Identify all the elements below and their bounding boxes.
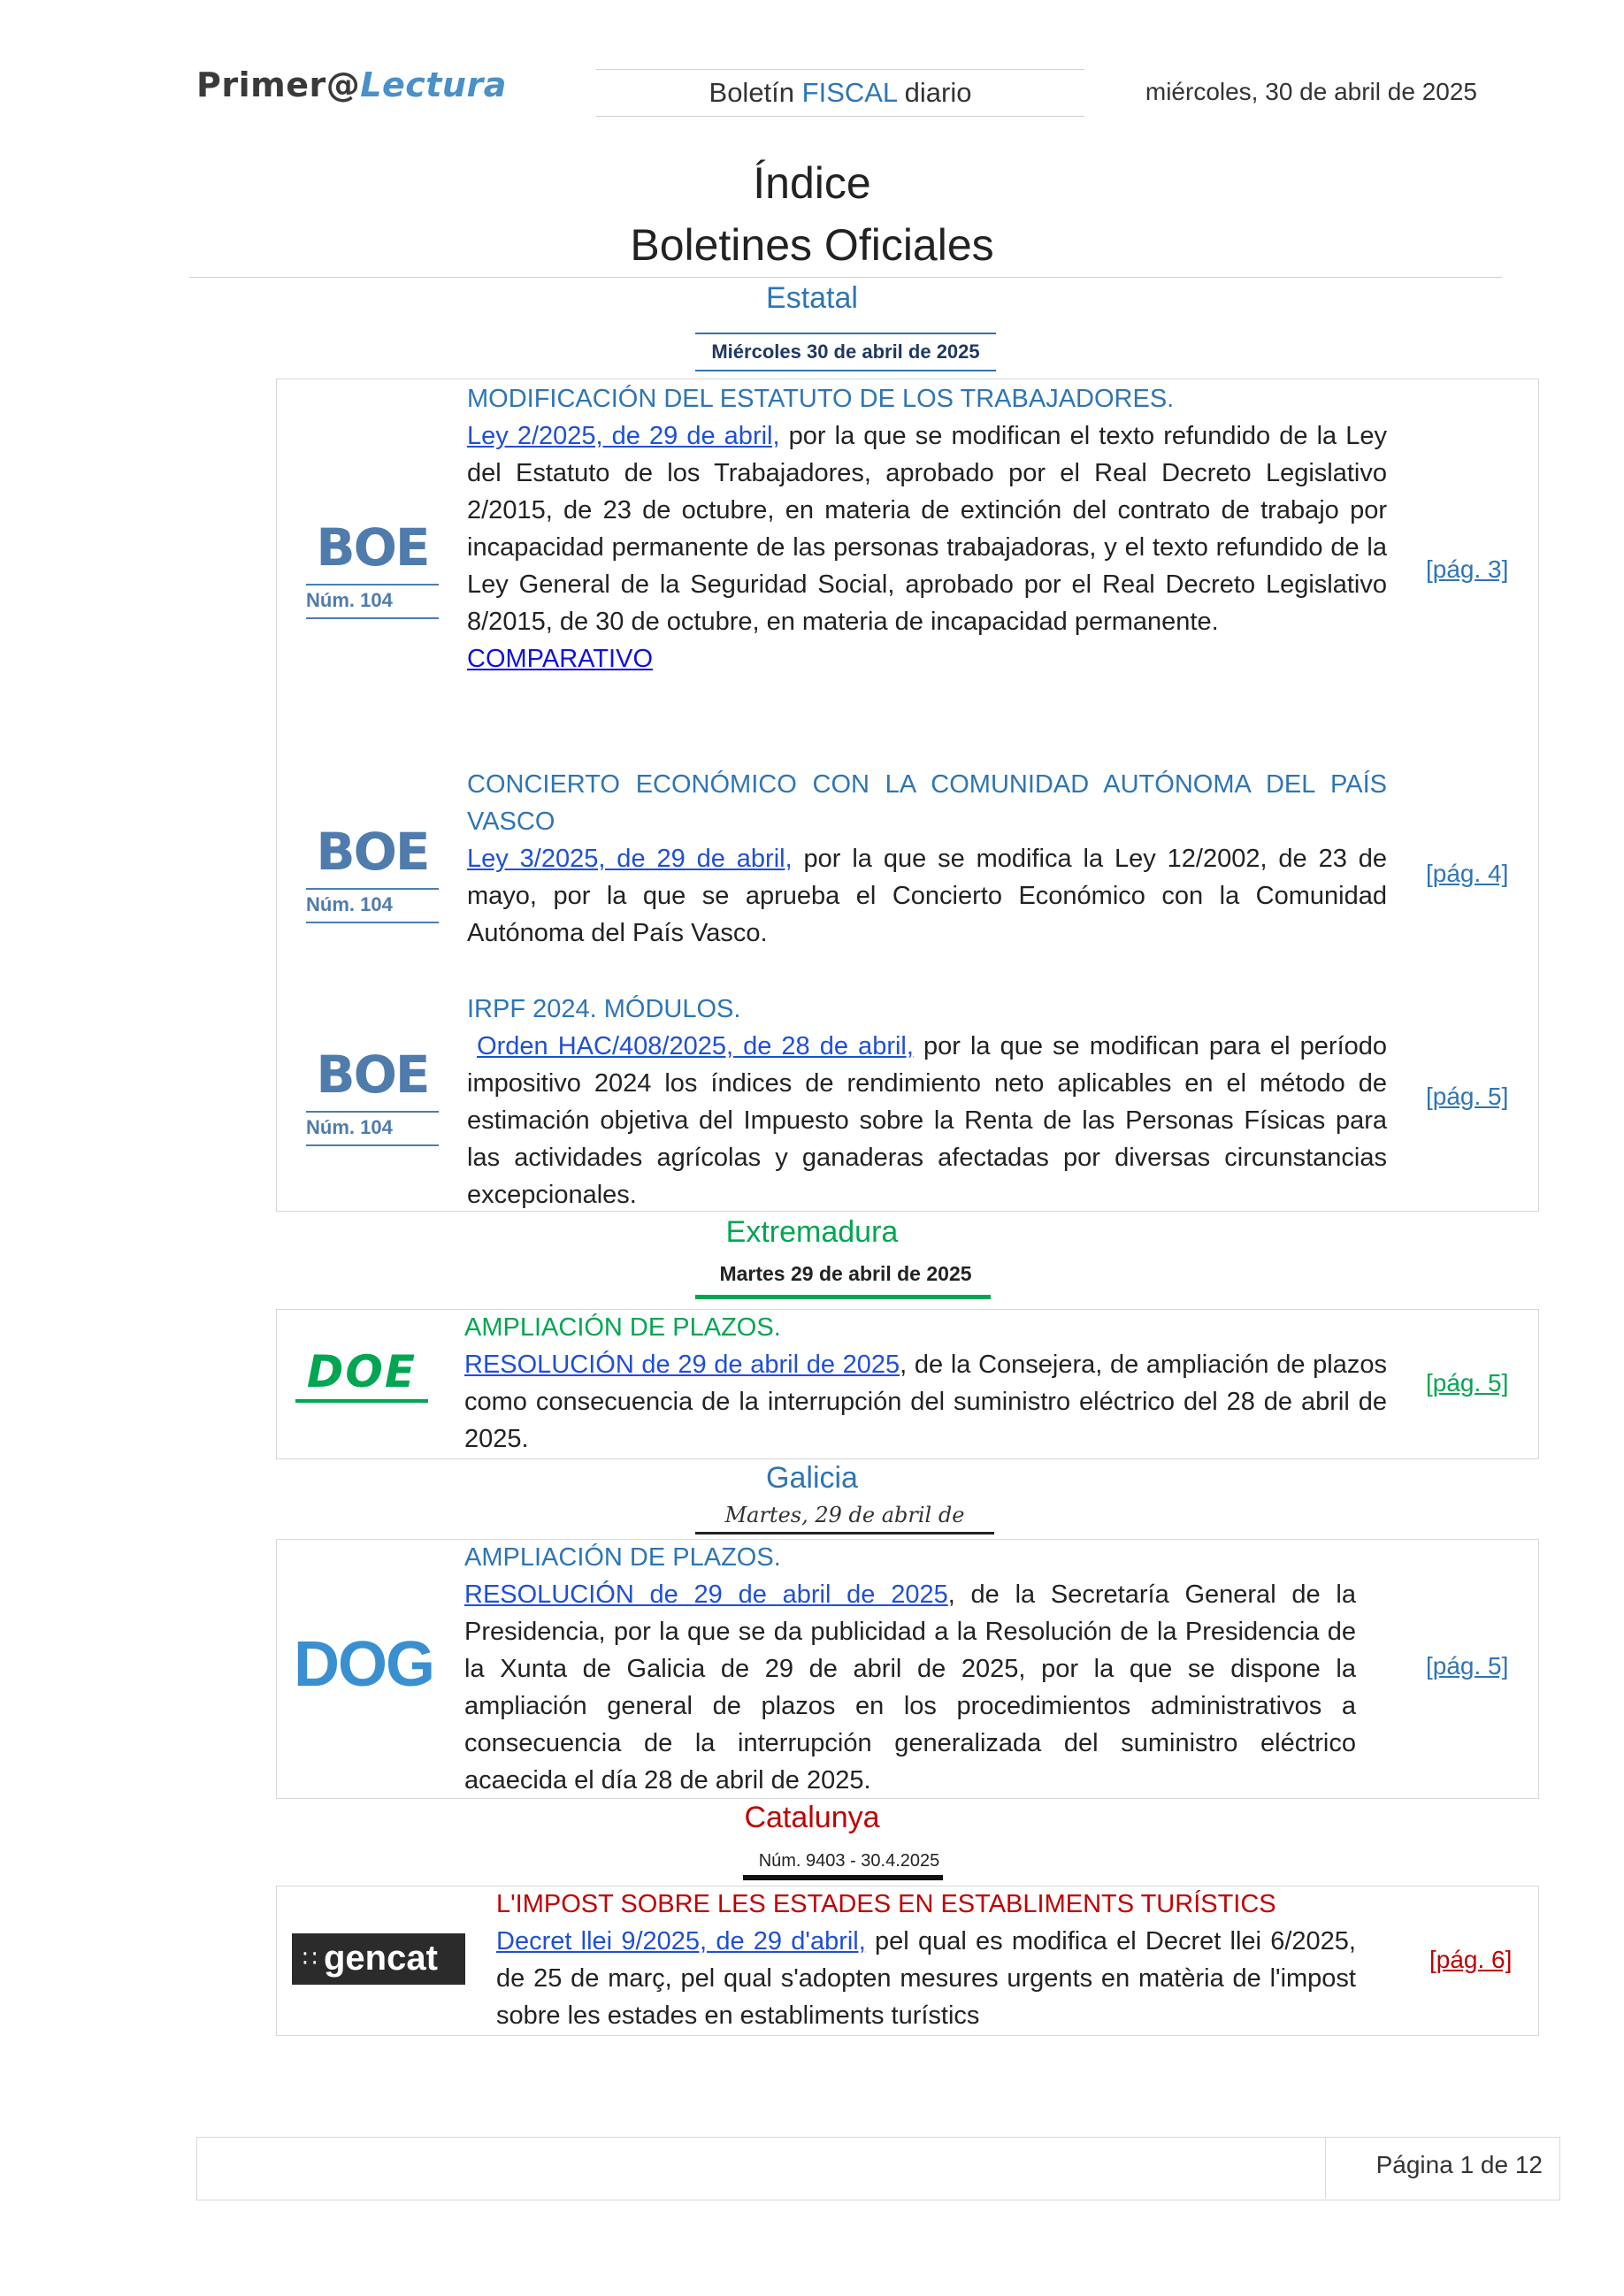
entry-extra: [467, 640, 1387, 677]
logo-part-lectura: Lectura: [360, 65, 507, 104]
region-estatal-heading: Estatal: [766, 281, 858, 315]
boe-number: Núm. 104: [306, 1116, 393, 1138]
law-link[interactable]: Ley 3/2025, de 29 de abril,: [467, 845, 793, 873]
comparativo-link[interactable]: COMPARATIVO: [467, 645, 653, 673]
page-link[interactable]: [pág. 6]: [1429, 1946, 1513, 1973]
galicia-date-label: Martes, 29 de abril de: [695, 1498, 994, 1534]
page-link[interactable]: [pág. 4]: [1426, 860, 1509, 887]
divider: [189, 277, 1502, 278]
entry-title: MODIFICACIÓN DEL ESTATUTO DE LOS TRABAJADORES.: [467, 385, 1175, 413]
boe-number: Núm. 104: [306, 589, 393, 611]
decree-link[interactable]: Decret llei 9/2025, de 29 d'abril,: [496, 1927, 866, 1955]
bulletin-title-fiscal: FISCAL: [801, 77, 898, 108]
page-link[interactable]: [pág. 5]: [1426, 1652, 1509, 1680]
gencat-logo-text: gencat: [324, 1939, 438, 1978]
brand-logo: [196, 65, 507, 104]
boe-logo-text: BOE: [316, 822, 429, 882]
gencat-dots-icon: ∷: [303, 1945, 314, 1971]
catalunya-entry: [496, 1886, 1356, 2034]
entry-description: , de la Secretaría General de la Presidencia, por la que se da publicidad a la Resolución de la Presidencia de la Xunta de Galicia de 29 de abril de 2025, por la que se dispone la ampliación general de plazos en los procedimientos administrativos a consecuencia de la interrupción generalizada del suministro eléctrico acaecida el día 28 de abril de 2025.: [464, 1580, 1356, 1795]
logo-part-primer: Primer@: [196, 65, 361, 104]
divider: [743, 1875, 943, 1880]
catalunya-date-label: Núm. 9403 - 30.4.2025: [758, 1851, 940, 1871]
entry-title: AMPLIACIÓN DE PLAZOS.: [464, 1313, 781, 1342]
law-link[interactable]: Ley 2/2025, de 29 de abril,: [467, 422, 780, 450]
entry-text: [464, 1346, 1387, 1458]
entry-text: [464, 1576, 1356, 1799]
bulletin-title: [596, 69, 1084, 117]
entry-description: por la que se modifican el texto refundido de la Ley del Estatuto de los Trabajadores, aprobado por el Real Decreto Legislativo 2/2015, de 23 de octubre, en materia de extinción del contrato de trabajo por incapacidad permanente de las personas trabajadoras, y el texto refundido de la Ley General de la Seguridad Social, aprobado por el Real Decreto Legislativo 8/2015, de 30 de octubre, en materia de incapacidad permanente.: [467, 422, 1387, 636]
page-link[interactable]: [pág. 5]: [1426, 1369, 1509, 1397]
entry-description: pel qual es modifica el Decret llei 6/2025, de 25 de març, pel qual s'adopten mesures urgents en matèria de l'impost sobre les estades en establiments turístics: [496, 1927, 1356, 2030]
doe-logo-text: DOE: [306, 1346, 417, 1397]
entry-text: [467, 417, 1387, 640]
boe-logo-text: BOE: [316, 1045, 429, 1105]
region-catalunya-heading: Catalunya: [744, 1801, 880, 1834]
divider: [295, 1399, 428, 1403]
entry-description: , de la Consejera, de ampliación de plazos como consecuencia de la interrupción del suministro eléctrico del 28 de abril de 2025.: [464, 1351, 1387, 1453]
estatal-entry-3: [467, 991, 1387, 1213]
boe-logo-text: BOE: [316, 517, 429, 578]
divider: [306, 617, 439, 619]
entry-text: [467, 840, 1387, 952]
page-link[interactable]: [pág. 3]: [1426, 555, 1509, 583]
resolution-link[interactable]: RESOLUCIÓN de 29 de abril de 2025: [464, 1580, 948, 1609]
gencat-logo: [292, 1933, 465, 1985]
divider: [695, 1295, 991, 1299]
divider: [306, 1144, 439, 1146]
region-extremadura-heading: Extremadura: [725, 1215, 899, 1249]
boe-logo: [306, 517, 439, 619]
entry-description: por la que se modifica la Ley 12/2002, de 23 de mayo, por la que se aprueba el Concierto Económico con la Comunidad Autónoma del País Vasco.: [467, 845, 1387, 947]
entry-description: por la que se modifican para el período impositivo 2024 los índices de rendimiento neto aplicables en el método de estimación objetiva del Impuesto sobre la Renta de las Personas Físicas para las actividades agrícolas y ganaderas afectadas por diversas circunstancias excepcionales.: [467, 1032, 1388, 1209]
entry-title: L'IMPOST SOBRE LES ESTADES EN ESTABLIMENTS TURÍSTICS: [496, 1890, 1276, 1918]
extremadura-date-label: Martes 29 de abril de 2025: [719, 1262, 972, 1285]
page-number: Página 1 de 12: [1375, 2151, 1543, 2178]
index-subtitle: Boletines Oficiales: [630, 220, 994, 270]
resolution-link[interactable]: RESOLUCIÓN de 29 de abril de 2025: [464, 1351, 900, 1379]
doe-logo: [295, 1346, 428, 1403]
estatal-entry-1: [467, 380, 1387, 677]
bulletin-title-pre: Boletín: [709, 77, 802, 108]
entry-title: CONCIERTO ECONÓMICO CON LA COMUNIDAD AUTÓNOMA DEL PAÍS VASCO: [467, 770, 1387, 836]
extremadura-entry: [464, 1309, 1387, 1458]
header-date: miércoles, 30 de abril de 2025: [1145, 78, 1477, 105]
page-link[interactable]: [pág. 5]: [1426, 1083, 1509, 1110]
bulletin-title-post: diario: [897, 77, 972, 108]
divider: [1325, 2137, 1326, 2199]
entry-title: IRPF 2024. MÓDULOS.: [467, 995, 741, 1023]
law-link[interactable]: Orden HAC/408/2025, de 28 de abril,: [477, 1032, 914, 1060]
divider: [306, 922, 439, 923]
estatal-date-label: Miércoles 30 de abril de 2025: [695, 333, 996, 371]
entry-text: [496, 1923, 1356, 2034]
region-galicia-heading: Galicia: [766, 1461, 858, 1495]
boe-logo: [306, 822, 439, 923]
entry-title: AMPLIACIÓN DE PLAZOS.: [464, 1543, 781, 1572]
boe-number: Núm. 104: [306, 893, 393, 915]
galicia-entry: [464, 1539, 1356, 1799]
entry-text: [467, 1028, 1387, 1213]
index-title: Índice: [753, 158, 871, 208]
estatal-entry-2: [467, 766, 1387, 952]
dog-logo: DOG: [294, 1629, 434, 1700]
boe-logo: [306, 1045, 439, 1146]
